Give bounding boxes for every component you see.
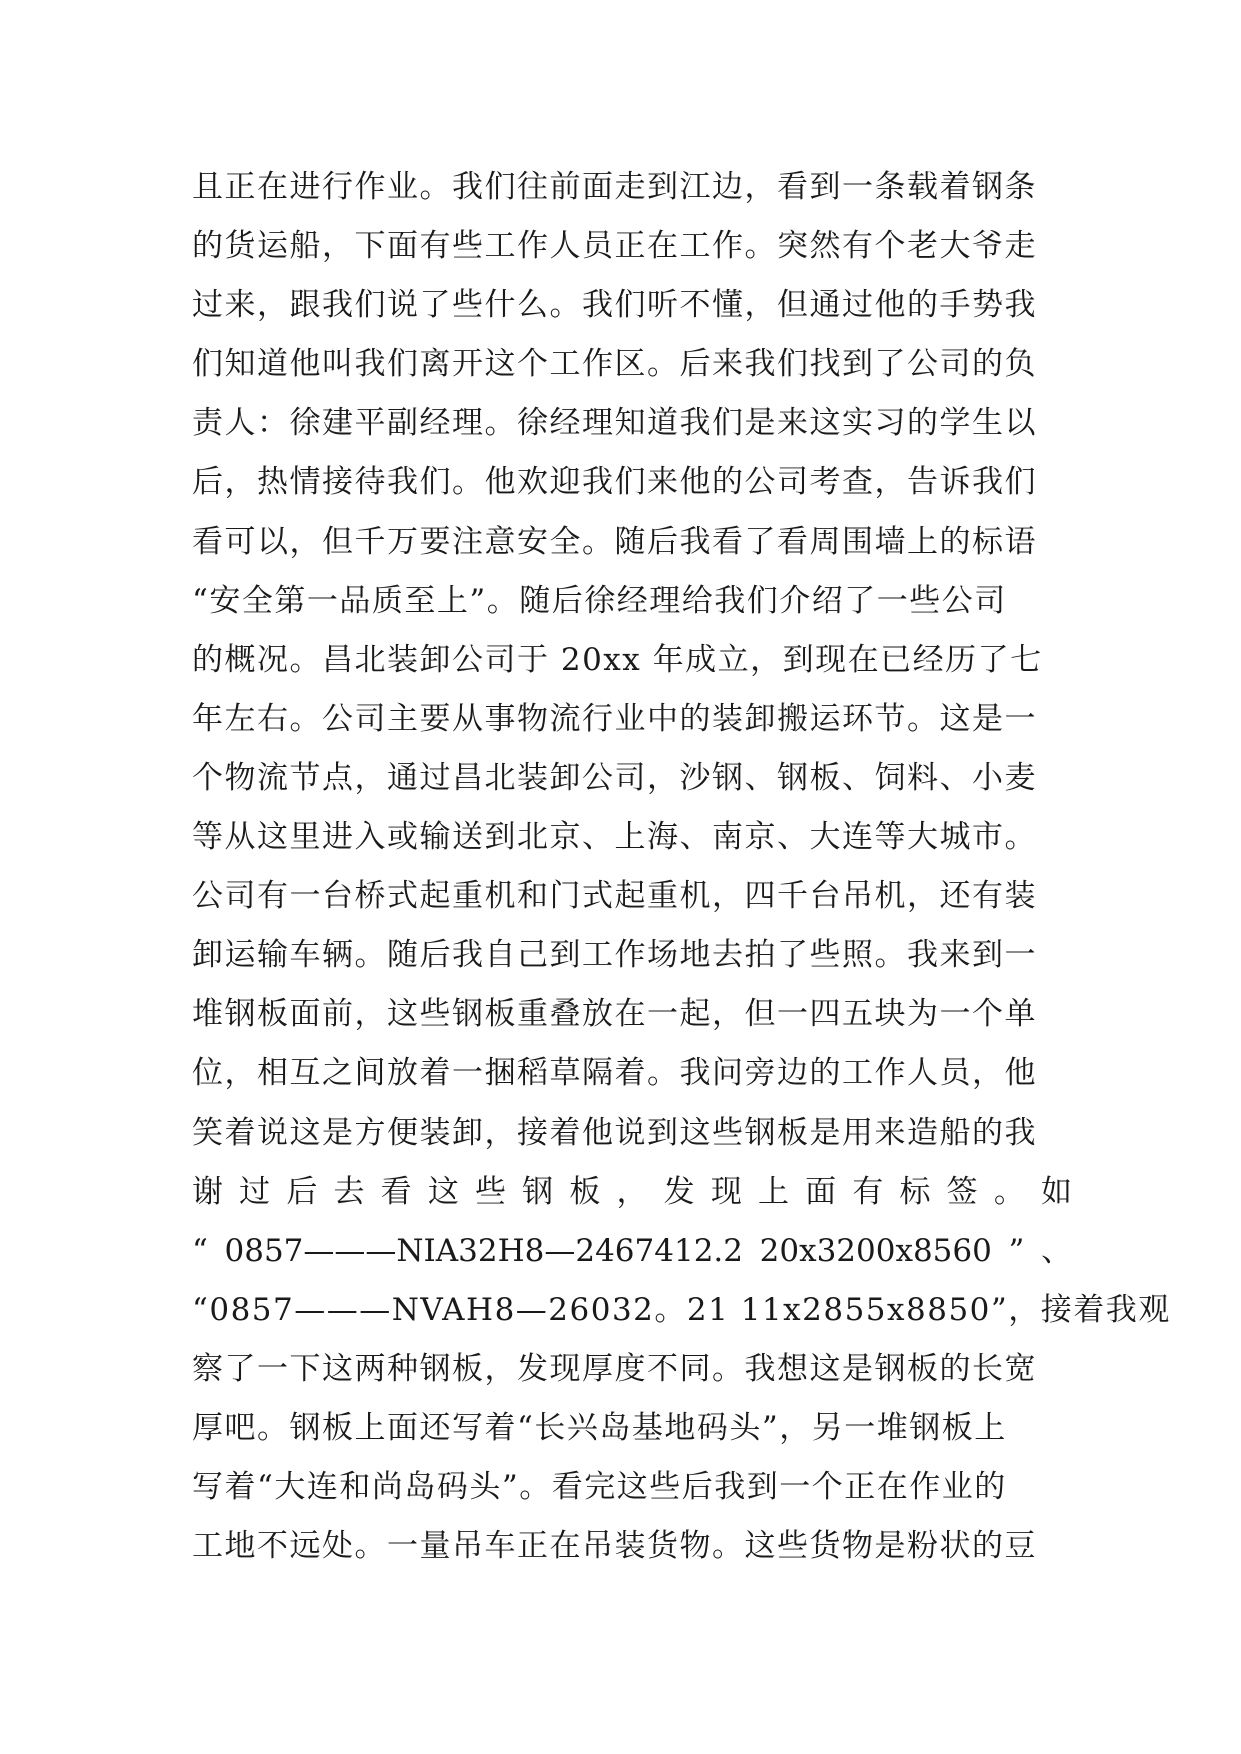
text-line: 且正在进行作业。我们往前面走到江边，看到一条载着钢条	[192, 169, 1037, 205]
text-line: 责人：徐建平副经理。徐经理知道我们是来这实习的学生以	[192, 405, 1037, 442]
text-line: 位，相互之间放着一捆稻草隔着。我问旁边的工作人员，他	[192, 1055, 1037, 1092]
text-line: 堆钢板面前，这些钢板重叠放在一起，但一四五块为一个单	[192, 996, 1037, 1033]
text-line: 的货运船，下面有些工作人员正在工作。突然有个老大爷走	[192, 228, 1037, 265]
text-line: 公司有一台桥式起重机和门式起重机，四千台吊机，还有装	[192, 878, 1037, 915]
text-line: 谢 过 后 去 看 这 些 钢 板 ， 发 现 上 面 有 标 签 。 如	[192, 1173, 1072, 1210]
body-text	[192, 158, 1171, 1576]
text-line: 看可以，但千万要注意安全。随后我看了看周围墙上的标语	[192, 523, 1037, 560]
text-line: 厚吧。钢板上面还写着“长兴岛基地码头”，另一堆钢板上	[192, 1409, 1007, 1446]
text-line: “安全第一品质至上”。随后徐经理给我们介绍了一些公司	[192, 582, 1007, 619]
text-line: “ 0857———NIA32H8—2467412.2 20x3200x8560 ” 、	[192, 1232, 1072, 1269]
text-line: 个物流节点，通过昌北装卸公司，沙钢、钢板、饲料、小麦	[192, 759, 1037, 796]
text-line: 的概况。昌北装卸公司于 20xx 年成立，到现在已经历了七	[192, 641, 1043, 678]
text-line: 工地不远处。一量吊车正在吊装货物。这些货物是粉状的豆	[192, 1528, 1037, 1565]
text-line: 写着“大连和尚岛码头”。看完这些后我到一个正在作业的	[192, 1469, 1007, 1506]
text-line: 等从这里进入或输送到北京、上海、南京、大连等大城市。	[192, 819, 1037, 856]
text-line: 们知道他叫我们离开这个工作区。后来我们找到了公司的负	[192, 346, 1037, 383]
text-line: 察了一下这两种钢板，发现厚度不同。我想这是钢板的长宽	[192, 1350, 1037, 1387]
text-line: 后，热情接待我们。他欢迎我们来他的公司考查，告诉我们	[192, 464, 1037, 501]
text-line: 过来，跟我们说了些什么。我们听不懂，但通过他的手势我	[192, 287, 1037, 324]
text-line: 卸运输车辆。随后我自己到工作场地去拍了些照。我来到一	[192, 937, 1037, 974]
text-line: 年左右。公司主要从事物流行业中的装卸搬运环节。这是一	[192, 700, 1037, 737]
text-line: 笑着说这是方便装卸，接着他说到这些钢板是用来造船的我	[192, 1114, 1037, 1151]
text-line: “0857———NVAH8—26032。21 11x2855x8850”，接着我观	[192, 1291, 1171, 1328]
